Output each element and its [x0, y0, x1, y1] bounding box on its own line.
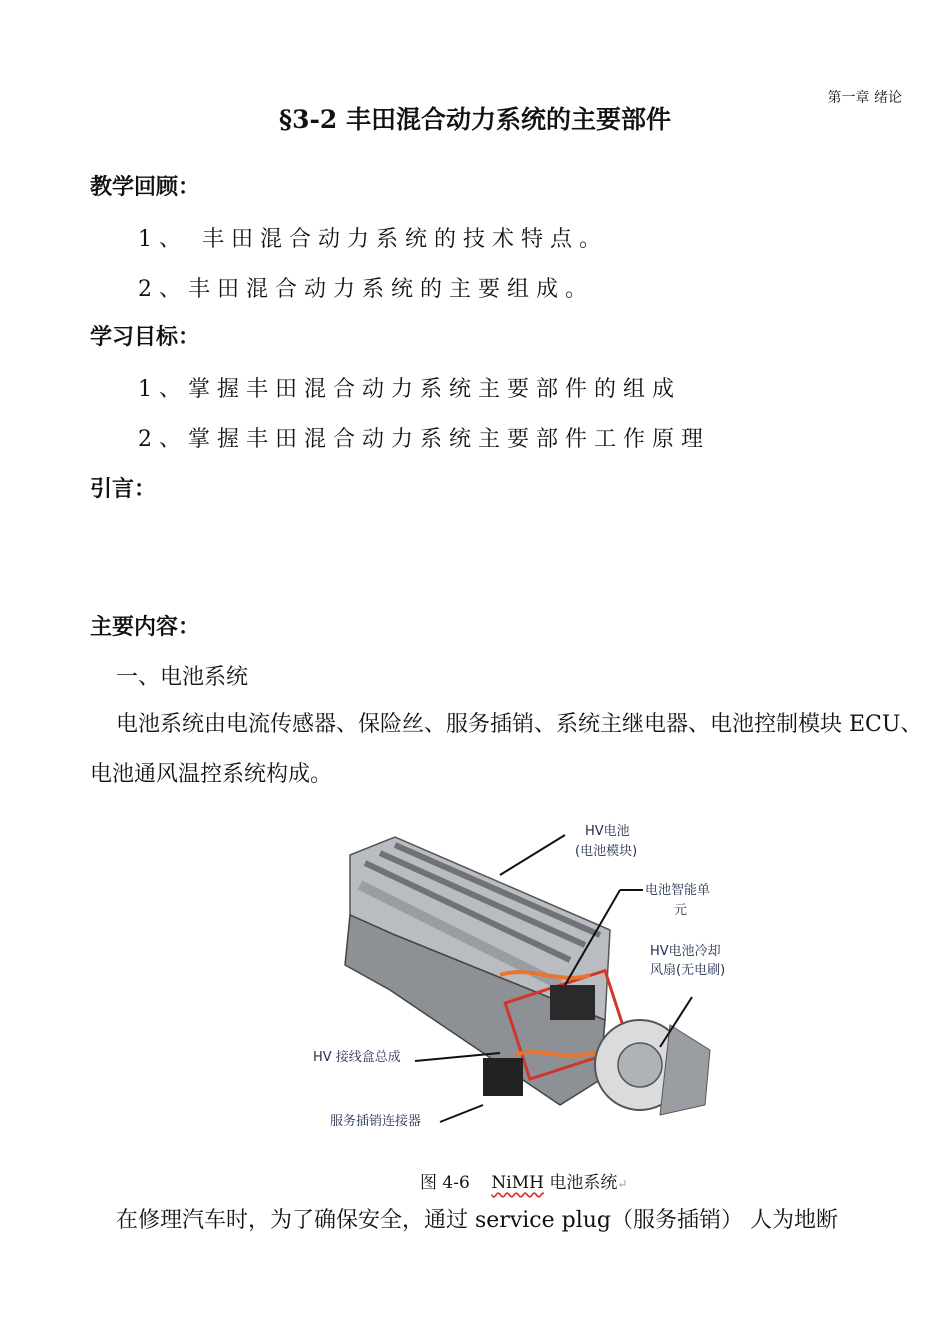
label-hv-battery-sub: (电池模块)	[575, 844, 638, 859]
label-smart-unit-sub: 元	[674, 903, 688, 918]
caption-text: 电池系统	[549, 1173, 618, 1193]
review-heading: 教学回顾：	[90, 174, 201, 200]
battery-system-figure	[300, 815, 760, 1160]
chapter-header: 第一章 绪论	[827, 90, 902, 106]
review-item: 1、 丰田混合动力系统的技术特点。	[138, 227, 608, 252]
objectives-heading: 学习目标：	[90, 324, 201, 350]
objective-item: 2、掌握丰田混合动力系统主要部件工作原理	[138, 427, 710, 452]
page-title: §3-2 丰田混合动力系统的主要部件	[279, 105, 671, 134]
label-junction-box: HV 接线盒总成	[313, 1050, 401, 1065]
intro-heading: 引言：	[90, 476, 157, 502]
label-cooling-fan: HV电池冷却	[650, 944, 721, 959]
main-content-heading: 主要内容：	[90, 614, 201, 640]
label-cooling-fan-sub: 风扇(无电刷)	[650, 963, 726, 978]
label-service-plug: 服务插销连接器	[330, 1114, 422, 1129]
section-paragraph: 电池系统由电流传感器、保险丝、服务插销、系统主继电器、电池控制模块 ECU、电池通风温控系统构成。	[90, 712, 923, 787]
section-title: 一、电池系统	[116, 665, 249, 690]
footer-paragraph: 在修理汽车时，为了确保安全，通过 service plug（服务插销） 人为地断	[116, 1208, 838, 1233]
objective-item: 1、掌握丰田混合动力系统主要部件的组成	[138, 377, 681, 402]
review-item: 2、丰田混合动力系统的主要组成。	[138, 277, 594, 302]
figure-caption: 图 4-6 NiMH 电池系统↵	[420, 1173, 628, 1193]
label-hv-battery: HV电池	[585, 824, 630, 839]
label-smart-unit: 电池智能单	[645, 883, 711, 898]
caption-nimh: NiMH	[491, 1173, 544, 1193]
caption-number: 图 4-6	[420, 1173, 470, 1193]
